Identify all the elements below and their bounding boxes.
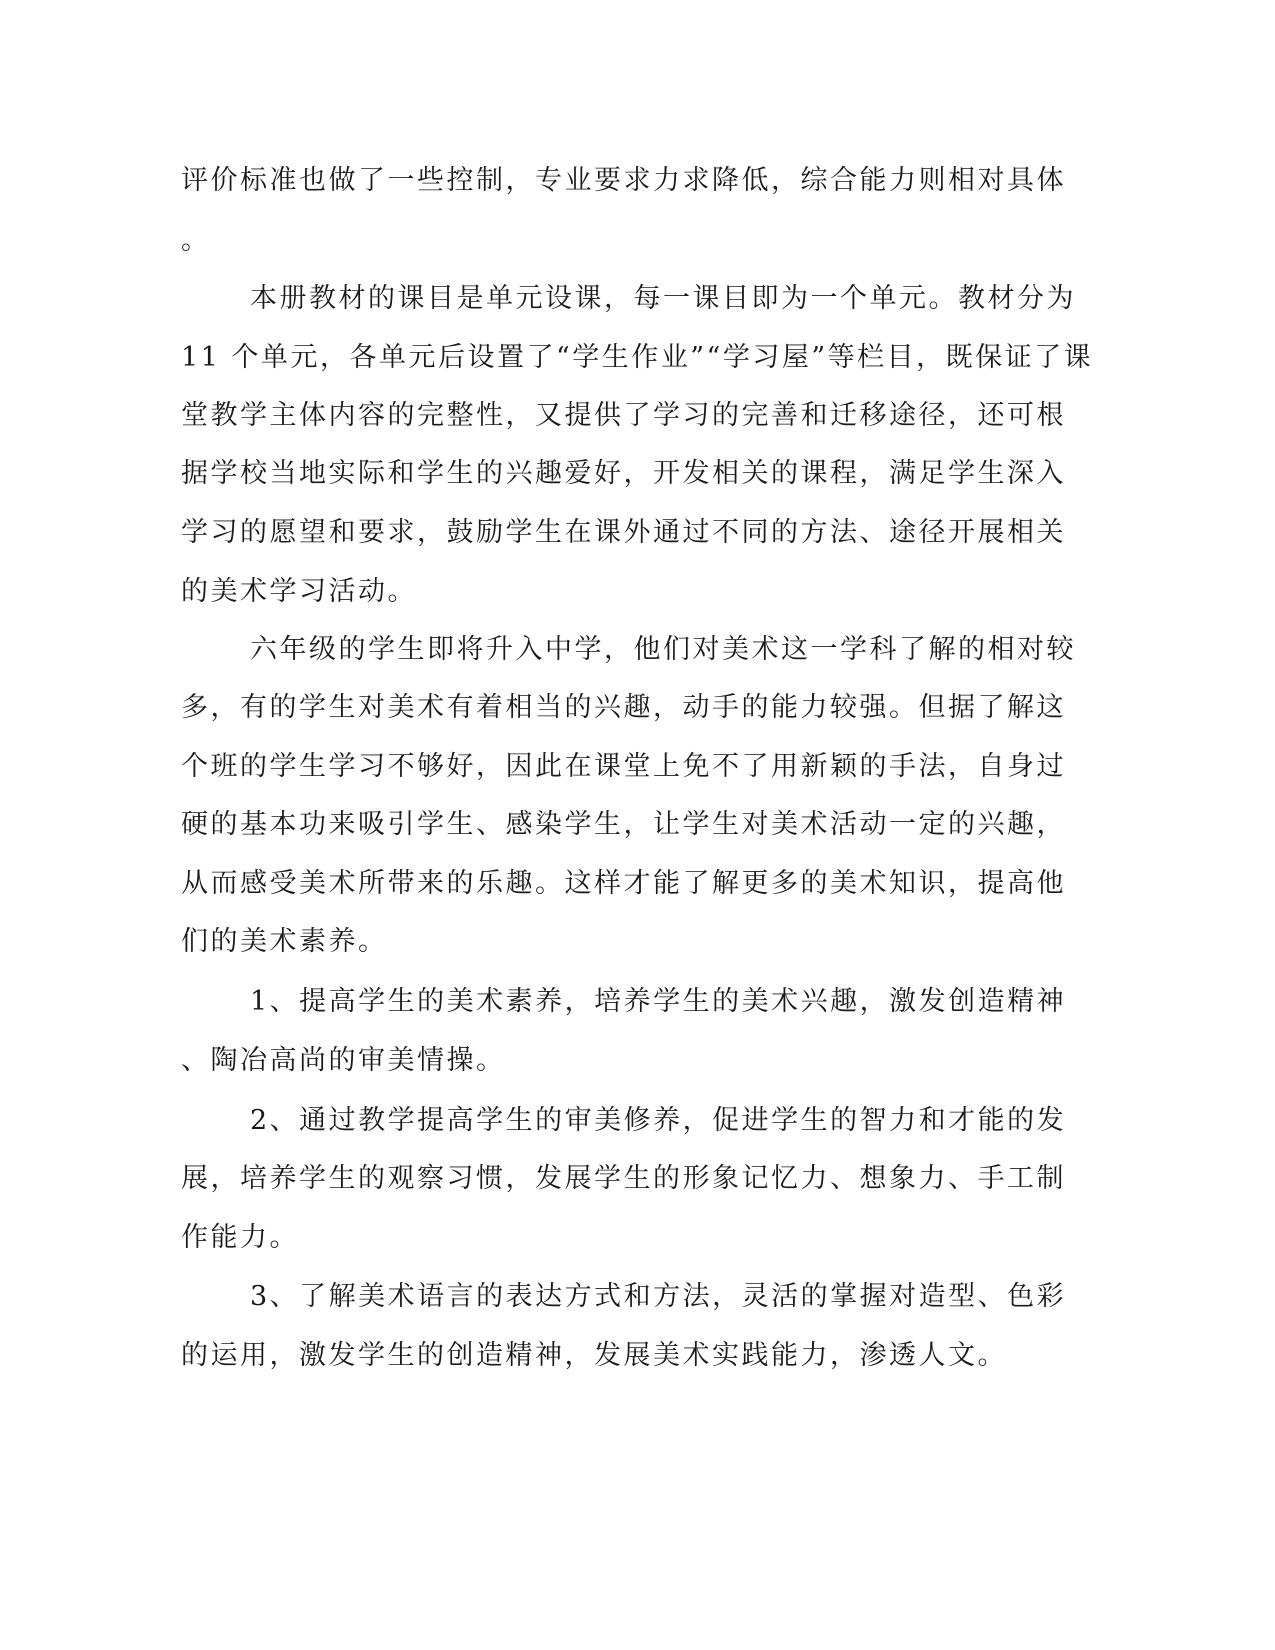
- text-line: 硬的基本功来吸引学生、感染学生，让学生对美术活动一定的兴趣，: [181, 809, 1066, 840]
- text-line: 评价标准也做了一些控制，专业要求力求降低，综合能力则相对具体: [181, 165, 1066, 196]
- text-line: 作能力。: [181, 1222, 299, 1253]
- text-line: 展，培养学生的观察习惯，发展学生的形象记忆力、想象力、手工制: [181, 1163, 1066, 1194]
- text-line: 堂教学主体内容的完整性，又提供了学习的完善和迁移途径，还可根: [181, 400, 1066, 431]
- text-line: 六年级的学生即将升入中学，他们对美术这一学科了解的相对较: [250, 634, 1076, 665]
- text-line: 的美术学习活动。: [181, 576, 417, 607]
- text-line: 本册教材的课目是单元设课，每一课目即为一个单元。教材分为: [250, 283, 1076, 314]
- text-line: 。: [181, 225, 211, 256]
- text-line: 学习的愿望和要求，鼓励学生在课外通过不同的方法、途径开展相关: [181, 517, 1066, 548]
- text-line: 个班的学生学习不够好，因此在课堂上免不了用新颖的手法，自身过: [181, 751, 1066, 782]
- text-line: 1、提高学生的美术素养，培养学生的美术兴趣，激发创造精神: [250, 986, 1067, 1017]
- text-line: 2、通过教学提高学生的审美修养，促进学生的智力和才能的发: [250, 1105, 1067, 1136]
- text-line: 据学校当地实际和学生的兴趣爱好，开发相关的课程，满足学生深入: [181, 458, 1066, 489]
- text-line: 从而感受美术所带来的乐趣。这样才能了解更多的美术知识，提高他: [181, 868, 1066, 899]
- text-line: 3、了解美术语言的表达方式和方法，灵活的掌握对造型、色彩: [250, 1281, 1067, 1312]
- text-line: 的运用，激发学生的创造精神，发展美术实践能力，渗透人文。: [181, 1340, 1007, 1371]
- text-line: 们的美术素养。: [181, 926, 388, 957]
- text-line: 、陶冶高尚的审美情操。: [181, 1045, 506, 1076]
- text-line: 多，有的学生对美术有着相当的兴趣，动手的能力较强。但据了解这: [181, 692, 1066, 723]
- text-line: 11 个单元，各单元后设置了“学生作业”“学习屋”等栏目，既保证了课: [181, 342, 1094, 373]
